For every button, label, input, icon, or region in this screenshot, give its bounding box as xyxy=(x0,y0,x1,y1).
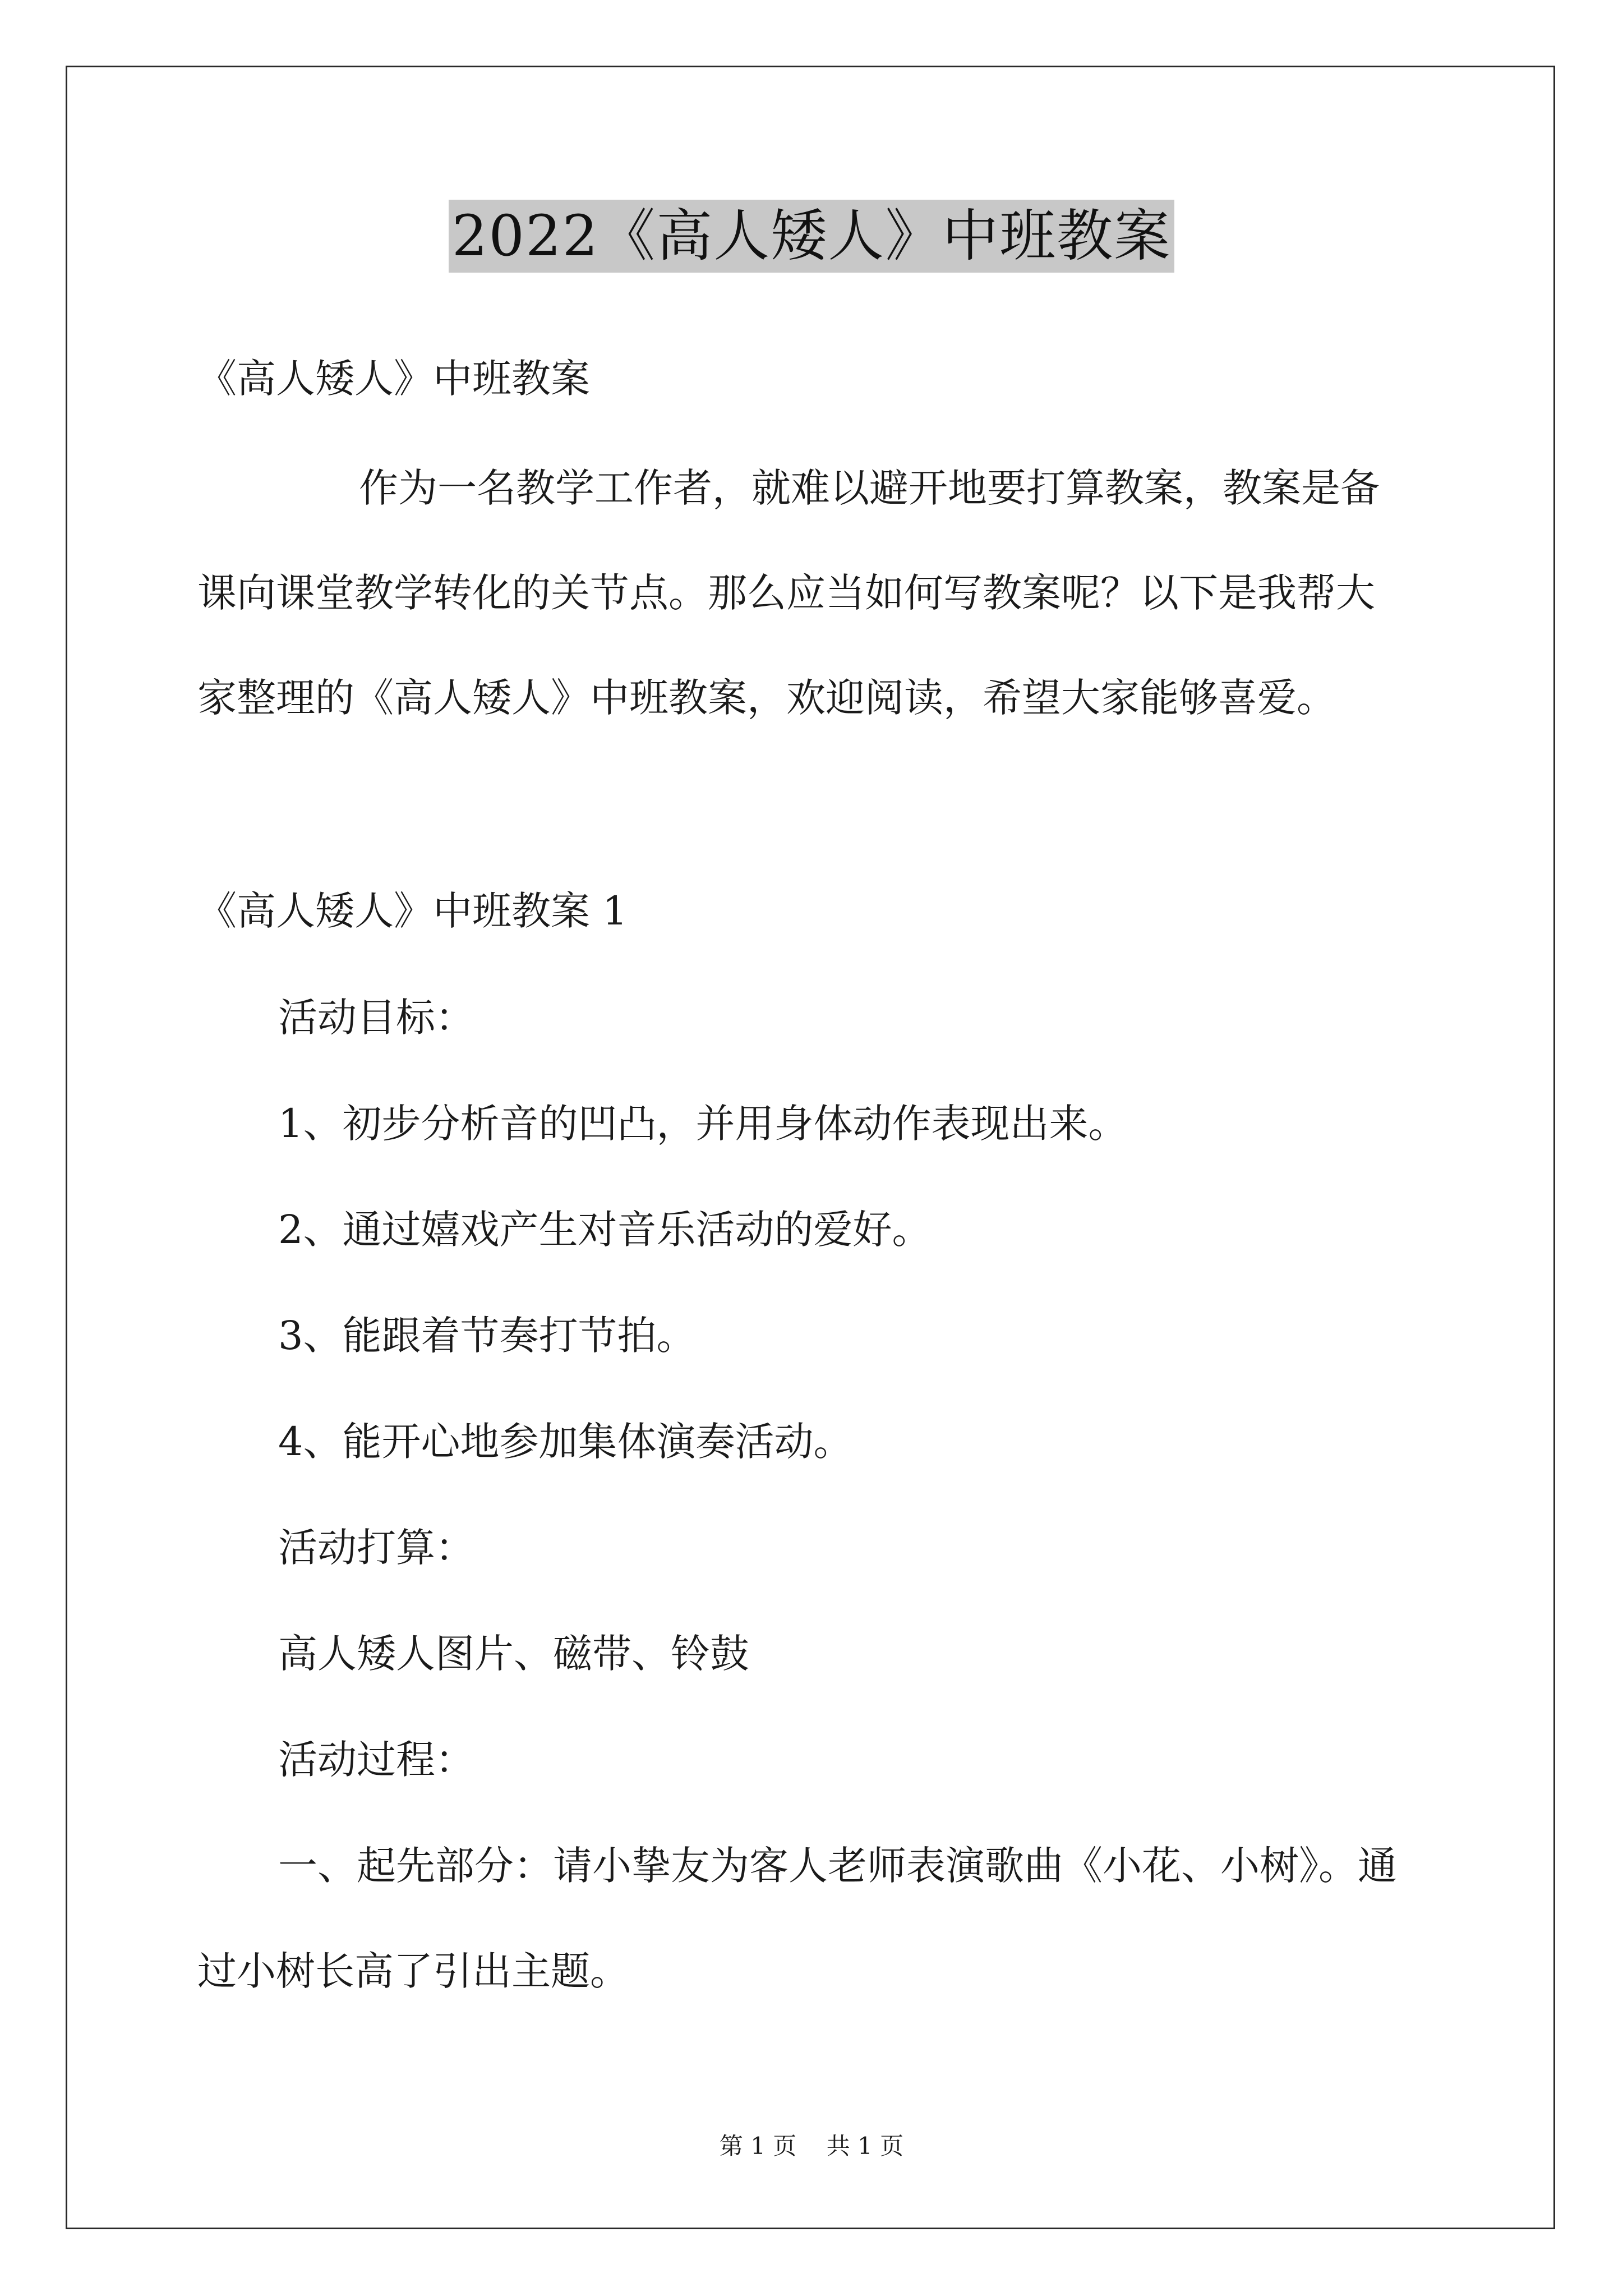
document-subtitle: 《高人矮人》中班教案 xyxy=(197,356,590,402)
page-footer: 第 1 页 共 1 页 xyxy=(719,2132,904,2160)
goal-item-1: 1、初步分析音的凹凸，并用身体动作表现出来。 xyxy=(278,1101,1128,1147)
goal-item-2: 2、通过嬉戏产生对音乐活动的爱好。 xyxy=(278,1207,932,1253)
process-label: 活动过程： xyxy=(278,1737,474,1783)
intro-line-1: 作为一名教学工作者，就难以避开地要打算教案，教案是备 xyxy=(359,465,1380,511)
process-step-1-line-1: 一、起先部分：请小挚友为客人老师表演歌曲《小花、小树》。通 xyxy=(278,1843,1397,1889)
section-heading: 《高人矮人》中班教案 1 xyxy=(197,888,628,934)
prep-items: 高人矮人图片、磁带、铃鼓 xyxy=(278,1631,749,1677)
process-step-1-line-2: 过小树长高了引出主题。 xyxy=(197,1948,629,1994)
document-title: 2022《高人矮人》中班教案 xyxy=(449,200,1175,273)
title-container xyxy=(0,200,1623,273)
prep-label: 活动打算： xyxy=(278,1525,474,1571)
goal-item-3: 3、能跟着节奏打节拍。 xyxy=(278,1313,696,1359)
intro-line-3: 家整理的《高人矮人》中班教案，欢迎阅读，希望大家能够喜爱。 xyxy=(197,675,1336,721)
intro-line-2: 课向课堂教学转化的关节点。那么应当如何写教案呢？以下是我帮大 xyxy=(197,570,1375,616)
goals-label: 活动目标： xyxy=(278,995,474,1041)
goal-item-4: 4、能开心地参加集体演奏活动。 xyxy=(278,1419,853,1465)
